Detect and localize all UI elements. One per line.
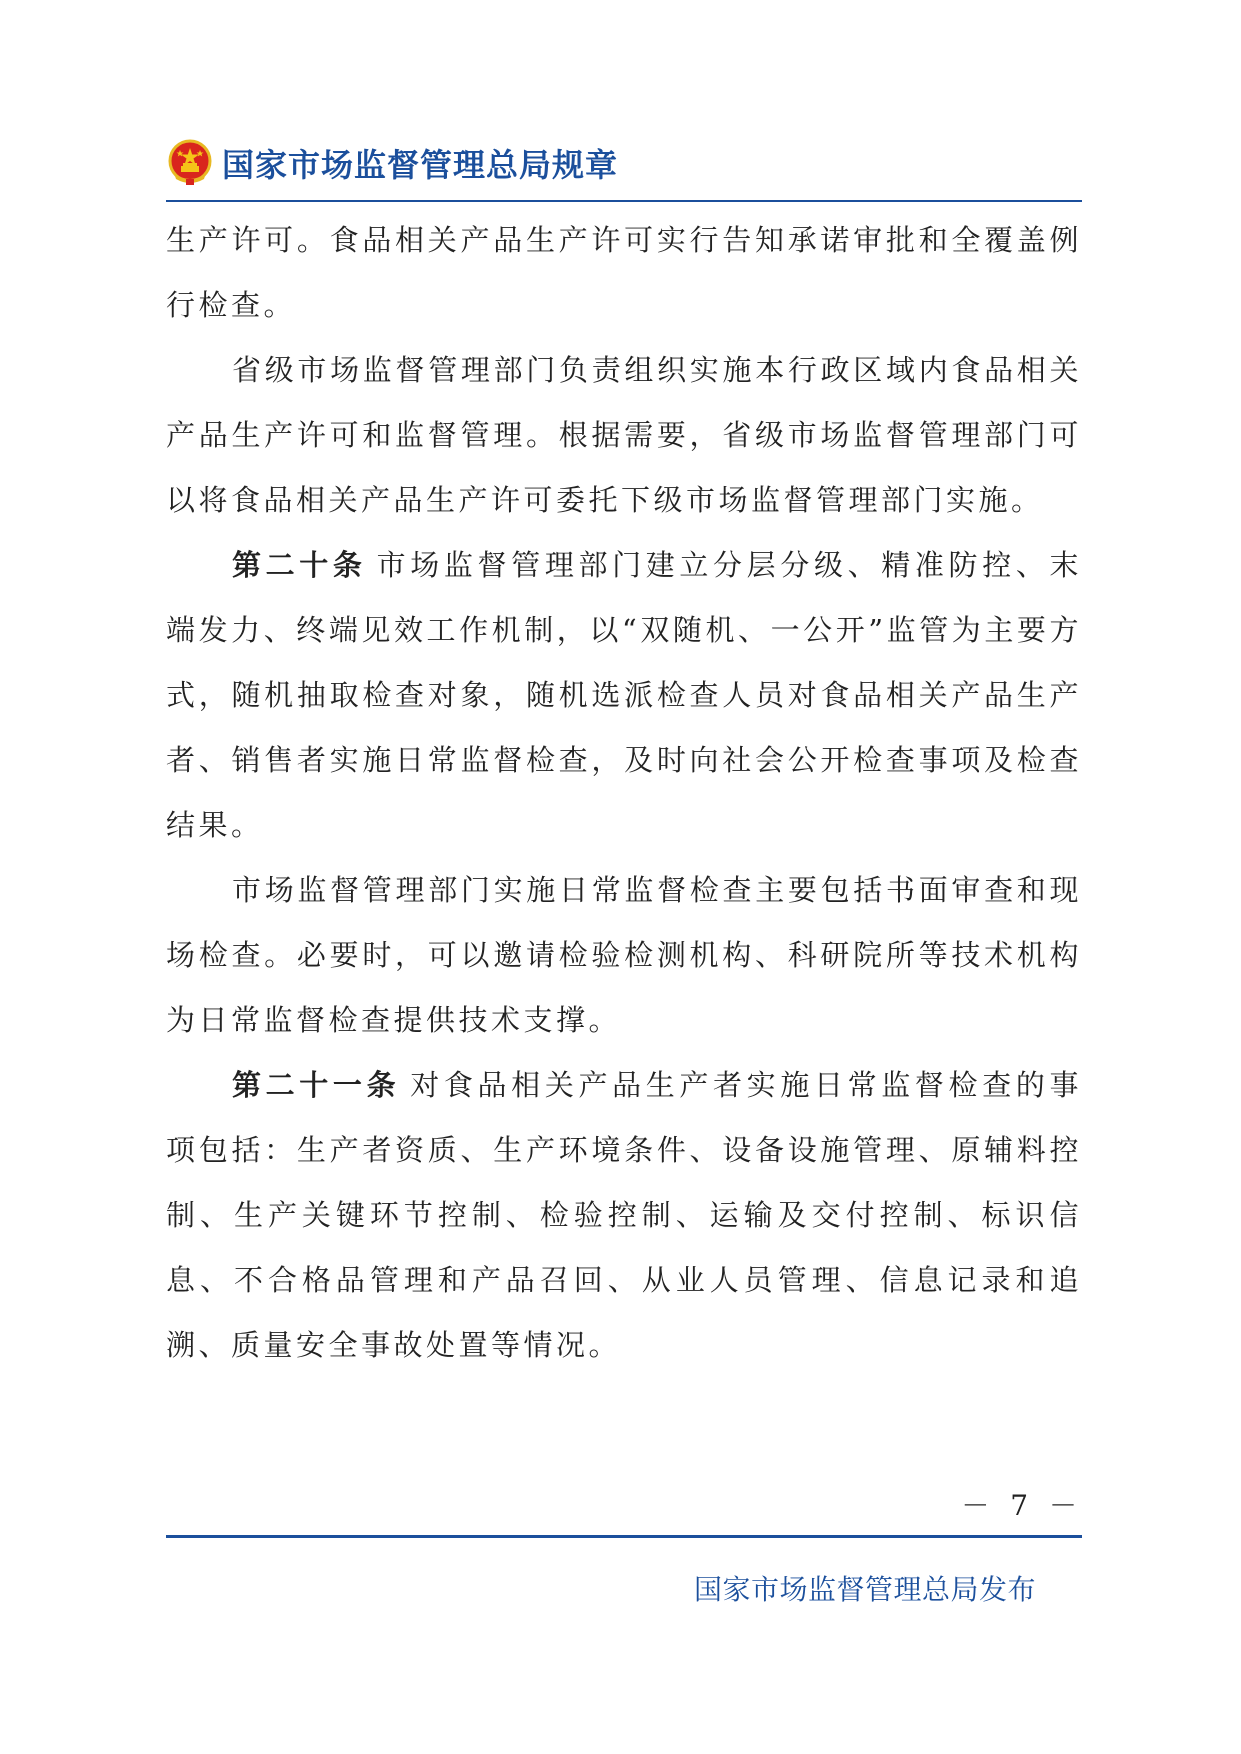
paragraph-text: 对食品相关产品生产者实施日常监督检查的事项包括：生产者资质、生产环境条件、设备设施管理、原辅料控制、生产关键环节控制、检验控制、运输及交付控制、标识信息、不合格品管理和产品召回、从业人员管理、信息记录和追溯、质量安全事故处置等情况。 (166, 1068, 1082, 1362)
header-title: 国家市场监督管理总局规章 (222, 146, 619, 184)
paragraph (166, 338, 1082, 533)
footer-rule (166, 1535, 1082, 1538)
article-number: 第二十一条 (232, 1068, 401, 1102)
document-header (168, 128, 618, 198)
paragraph-text: 生产许可。食品相关产品生产许可实行告知承诺审批和全覆盖例行检查。 (166, 223, 1082, 322)
article-number: 第二十条 (232, 548, 367, 582)
paragraph-text: 省级市场监督管理部门负责组织实施本行政区域内食品相关产品生产许可和监督管理。根据需要，省级市场监督管理部门可以将食品相关产品生产许可委托下级市场监督管理部门实施。 (166, 353, 1082, 517)
paragraph-text: 市场监督管理部门实施日常监督检查主要包括书面审查和现场检查。必要时，可以邀请检验检测机构、科研院所等技术机构为日常监督检查提供技术支撑。 (166, 873, 1082, 1037)
paragraph (166, 208, 1082, 338)
article-paragraph (166, 533, 1082, 858)
paragraph-text: 市场监督管理部门建立分层分级、精准防控、末端发力、终端见效工作机制，以“双随机、一公开”监管为主要方式，随机抽取检查对象，随机选派检查人员对食品相关产品生产者、销售者实施日常监督检查，及时向社会公开检查事项及检查结果。 (166, 548, 1082, 842)
paragraph (166, 858, 1082, 1053)
document-body (166, 208, 1082, 1378)
national-emblem-icon (168, 139, 212, 187)
article-paragraph (166, 1053, 1082, 1378)
publisher-label: 国家市场监督管理总局发布 (693, 1573, 1036, 1606)
header-rule (166, 200, 1082, 202)
page-number: － 7 － (961, 1489, 1083, 1522)
